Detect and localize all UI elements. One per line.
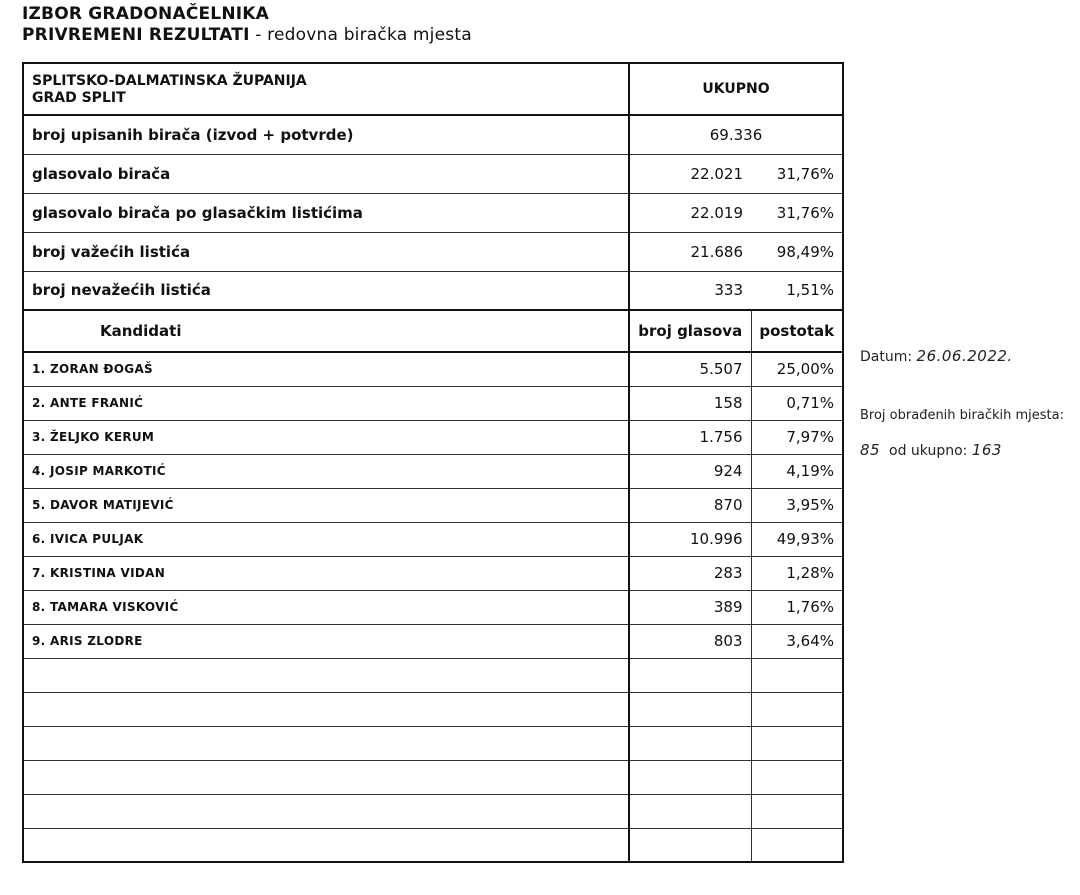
stat-percent: 31,76% xyxy=(751,193,843,232)
stat-percent: 31,76% xyxy=(751,154,843,193)
of-total-label: od ukupno: xyxy=(889,443,968,459)
candidate-row xyxy=(23,420,843,454)
total-value: 163 xyxy=(971,441,1002,459)
candidates-header-row xyxy=(23,310,843,352)
candidate-votes: 158 xyxy=(629,386,751,420)
candidate-name: 8. TAMARA VISKOVIĆ xyxy=(23,590,629,624)
stat-value: 69.336 xyxy=(629,115,843,154)
stat-percent: 1,51% xyxy=(751,271,843,310)
candidate-votes: 5.507 xyxy=(629,352,751,386)
empty-row xyxy=(23,794,843,828)
empty-row xyxy=(23,692,843,726)
candidate-percent: 1,28% xyxy=(751,556,843,590)
total-header: UKUPNO xyxy=(629,63,843,115)
candidate-votes: 283 xyxy=(629,556,751,590)
candidate-row xyxy=(23,454,843,488)
candidate-votes: 803 xyxy=(629,624,751,658)
results-table xyxy=(22,62,844,863)
candidate-name: 7. KRISTINA VIDAN xyxy=(23,556,629,590)
stat-label: broj upisanih birača (izvod + potvrde) xyxy=(23,115,629,154)
city-name: GRAD SPLIT xyxy=(32,90,126,106)
stat-label: broj važećih listića xyxy=(23,232,629,271)
candidate-row xyxy=(23,522,843,556)
candidate-percent: 4,19% xyxy=(751,454,843,488)
processed-info xyxy=(860,441,1002,459)
candidate-row xyxy=(23,624,843,658)
subtitle-rest: - redovna biračka mjesta xyxy=(249,25,472,45)
stat-value: 22.021 xyxy=(629,154,751,193)
candidate-votes: 1.756 xyxy=(629,420,751,454)
region-name: SPLITSKO-DALMATINSKA ŽUPANIJA xyxy=(32,73,307,89)
stat-row xyxy=(23,232,843,271)
candidate-name: 1. ZORAN ĐOGAŠ xyxy=(23,352,629,386)
candidate-percent: 25,00% xyxy=(751,352,843,386)
candidate-votes: 924 xyxy=(629,454,751,488)
stat-label: broj nevažećih listića xyxy=(23,271,629,310)
candidate-percent: 3,95% xyxy=(751,488,843,522)
candidate-votes: 10.996 xyxy=(629,522,751,556)
candidate-name: 6. IVICA PULJAK xyxy=(23,522,629,556)
stat-value: 333 xyxy=(629,271,751,310)
processed-value: 85 xyxy=(860,441,881,459)
candidate-row xyxy=(23,352,843,386)
empty-row xyxy=(23,658,843,692)
stat-value: 22.019 xyxy=(629,193,751,232)
stat-row xyxy=(23,115,843,154)
stat-value: 21.686 xyxy=(629,232,751,271)
candidate-votes: 870 xyxy=(629,488,751,522)
date-label: Datum: xyxy=(860,349,913,365)
stat-row xyxy=(23,271,843,310)
stat-percent: 98,49% xyxy=(751,232,843,271)
candidate-percent: 0,71% xyxy=(751,386,843,420)
candidate-name: 4. JOSIP MARKOTIĆ xyxy=(23,454,629,488)
percent-header: postotak xyxy=(751,310,843,352)
stat-row xyxy=(23,193,843,232)
stat-label: glasovalo birača po glasačkim listićima xyxy=(23,193,629,232)
votes-header: broj glasova xyxy=(629,310,751,352)
processed-label: Broj obrađenih biračkih mjesta: xyxy=(860,408,1064,423)
candidate-name: 9. ARIS ZLODRE xyxy=(23,624,629,658)
date-info xyxy=(860,347,1013,365)
candidate-percent: 7,97% xyxy=(751,420,843,454)
date-value: 26.06.2022. xyxy=(916,347,1013,365)
candidate-row xyxy=(23,488,843,522)
candidate-name: 2. ANTE FRANIĆ xyxy=(23,386,629,420)
candidates-header: Kandidati xyxy=(23,310,629,352)
candidate-name: 3. ŽELJKO KERUM xyxy=(23,420,629,454)
page-subtitle xyxy=(22,25,472,46)
subtitle-bold: PRIVREMENI REZULTATI xyxy=(22,25,250,45)
candidate-name: 5. DAVOR MATIJEVIĆ xyxy=(23,488,629,522)
stat-row xyxy=(23,154,843,193)
stat-label: glasovalo birača xyxy=(23,154,629,193)
empty-row xyxy=(23,726,843,760)
candidate-percent: 1,76% xyxy=(751,590,843,624)
candidate-row xyxy=(23,386,843,420)
region-cell xyxy=(23,63,629,115)
candidate-percent: 3,64% xyxy=(751,624,843,658)
empty-row xyxy=(23,760,843,794)
empty-row xyxy=(23,828,843,862)
table-header-row xyxy=(23,63,843,115)
candidate-percent: 49,93% xyxy=(751,522,843,556)
candidate-votes: 389 xyxy=(629,590,751,624)
page-title: IZBOR GRADONAČELNIKA xyxy=(22,4,270,24)
candidate-row xyxy=(23,556,843,590)
document-header xyxy=(22,4,472,46)
candidate-row xyxy=(23,590,843,624)
